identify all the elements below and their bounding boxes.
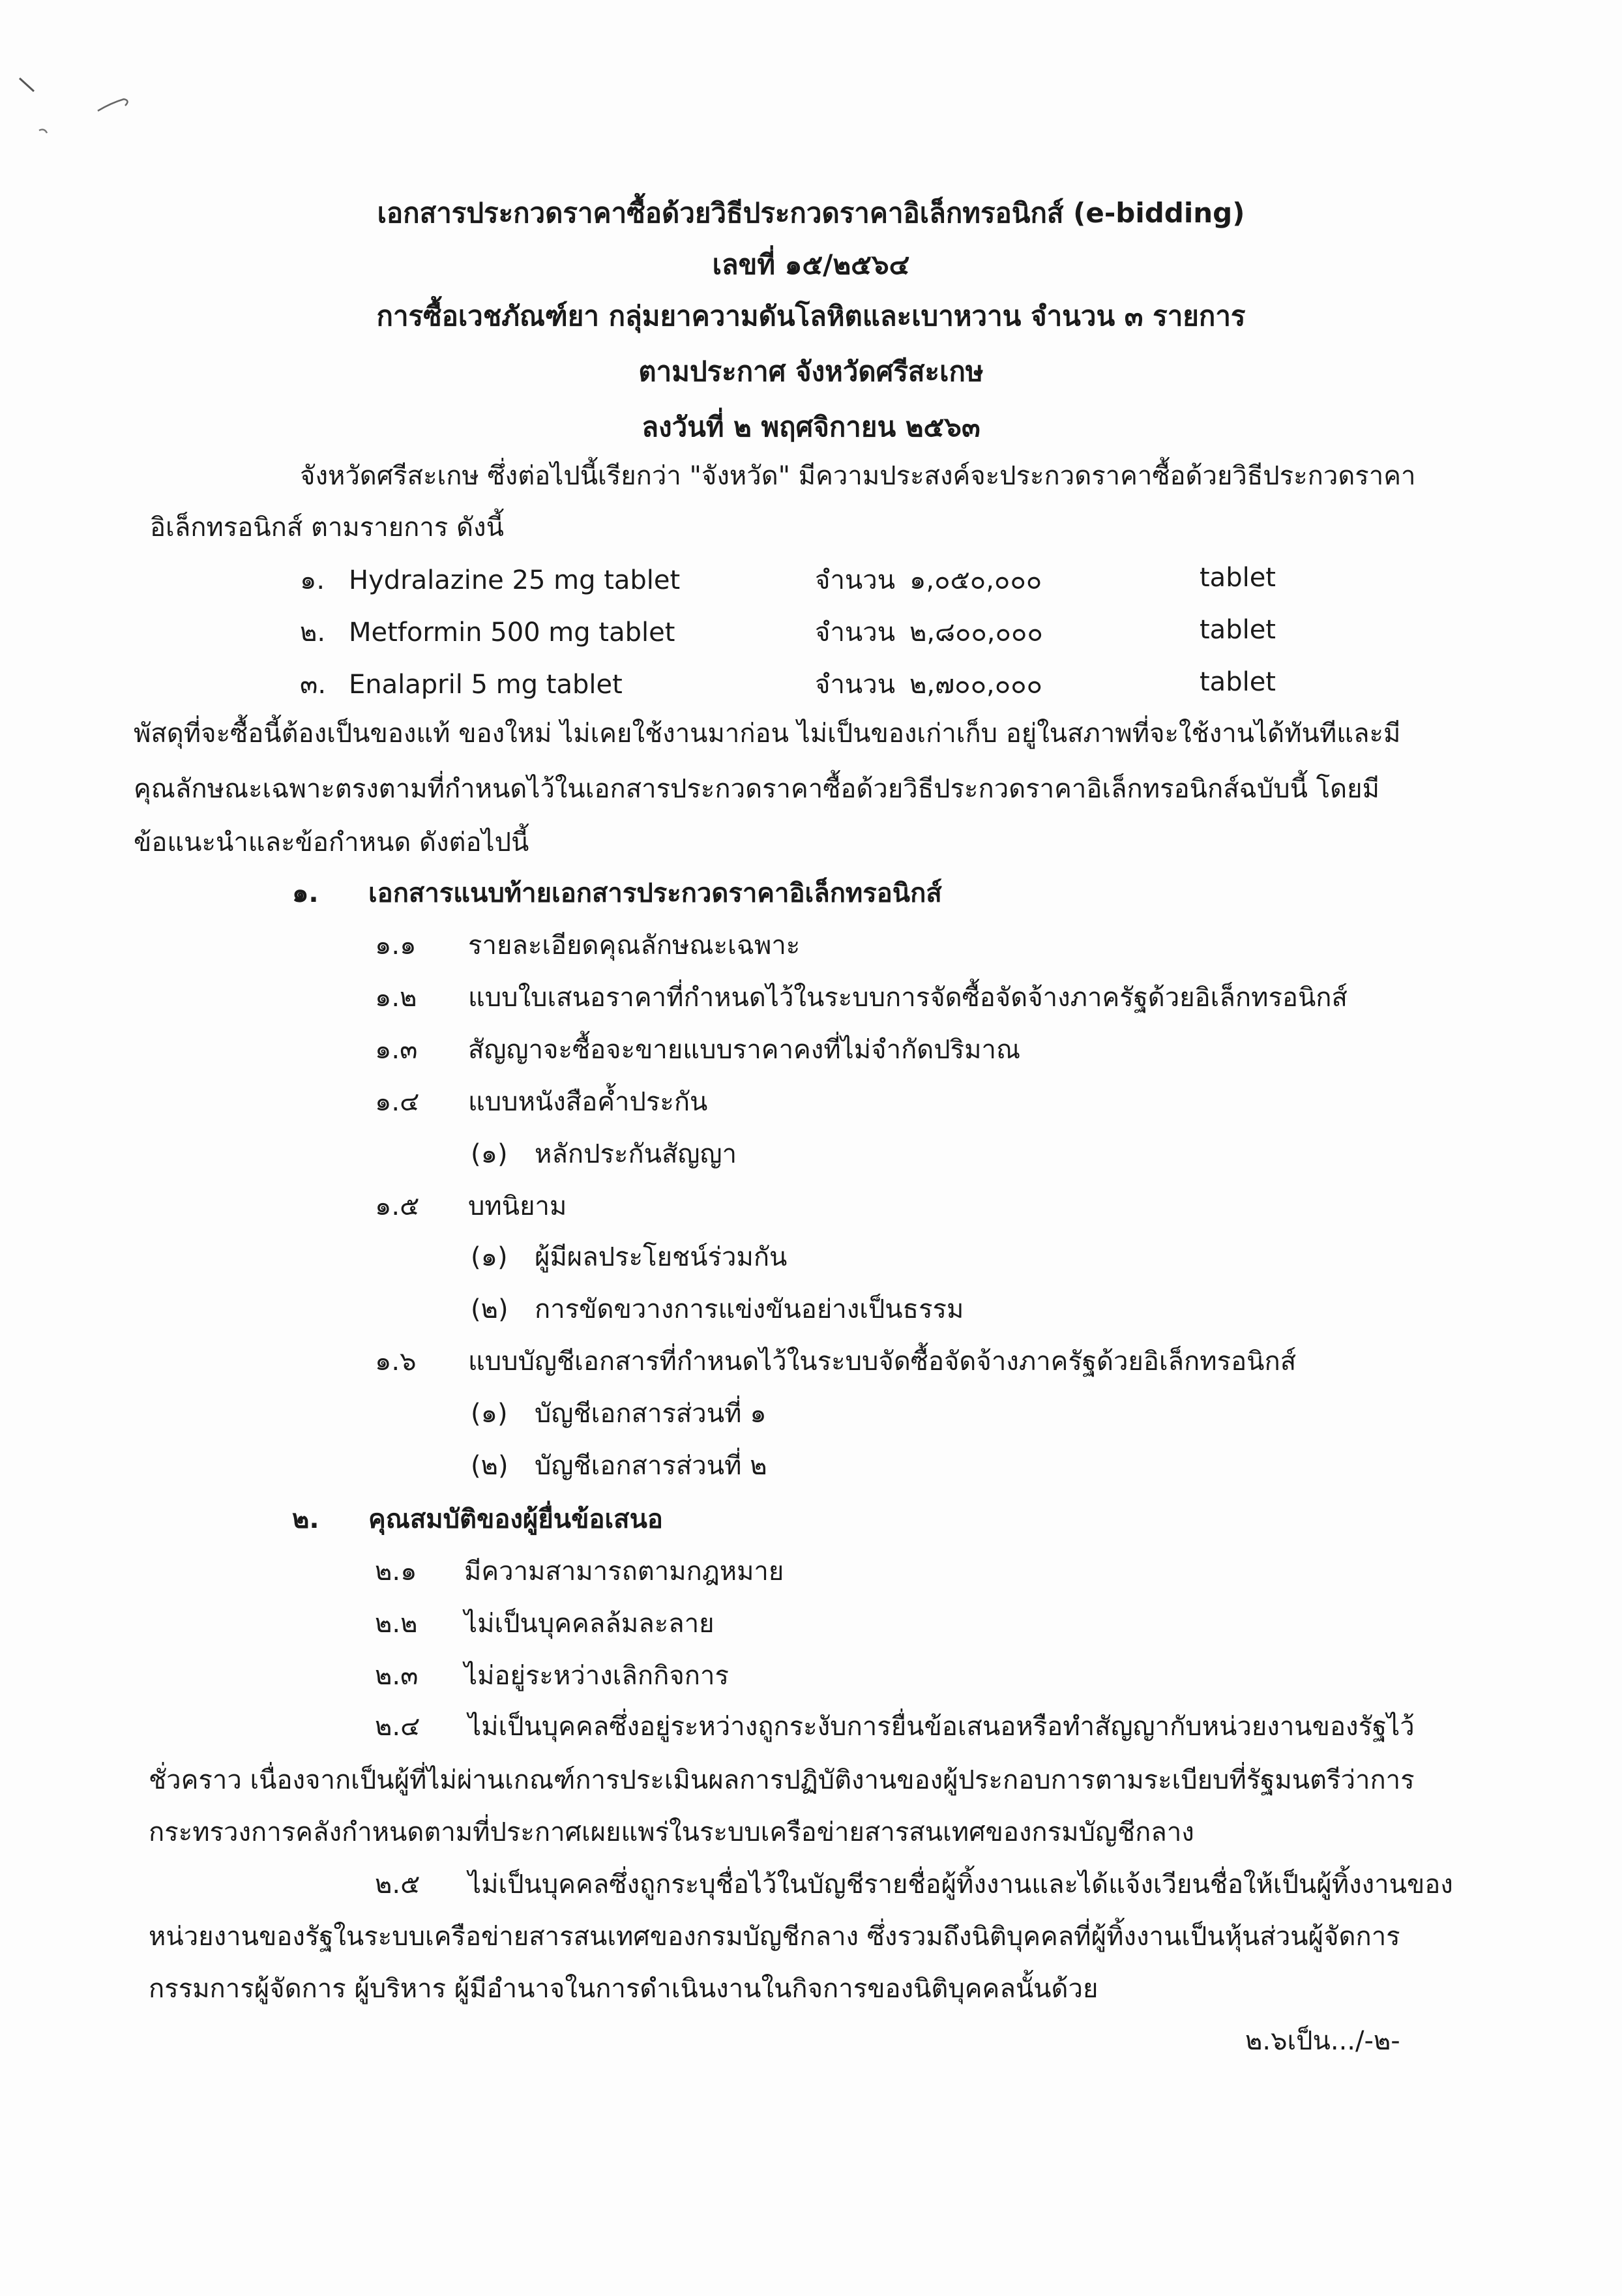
section-1-number: ๑. [292, 878, 319, 908]
item-name: Metformin 500 mg tablet [349, 618, 675, 648]
doc-subject: การซื้อเวชภัณฑ์ยา กลุ่มยาความดันโลหิตและเบาหวาน จำนวน ๓ รายการ [376, 300, 1246, 332]
item-qty: ๒,๗๐๐,๐๐๐ [909, 670, 1042, 700]
intro-line-2: อิเล็กทรอนิกส์ ตามรายการ ดังนี้ [150, 513, 504, 543]
section-1-2-number: ๑.๒ [375, 983, 417, 1013]
section-2-4-line-3: กระทรวงการคลังกำหนดตามที่ประกาศเผยแพร่ในระบบเครือข่ายสารสนเทศของกรมบัญชีกลาง [149, 1817, 1194, 1847]
goods-para-line-3: ข้อแนะนำและข้อกำหนด ดังต่อไปนี้ [134, 827, 529, 857]
section-1-3-number: ๑.๓ [375, 1035, 418, 1065]
doc-date: ลงวันที่ ๒ พฤศจิกายน ๒๕๖๓ [641, 411, 981, 443]
section-1-4-text: แบบหนังสือค้ำประกัน [468, 1087, 708, 1117]
section-2-4-line-2: ชั่วคราว เนื่องจากเป็นผู้ที่ไม่ผ่านเกณฑ์การประเมินผลการปฏิบัติงานของผู้ประกอบการตามระเบียบที่รัฐมนตรีว่าการ [149, 1765, 1415, 1795]
section-2-3-number: ๒.๓ [375, 1661, 419, 1691]
section-2-5-line-3: กรรมการผู้จัดการ ผู้บริหาร ผู้มีอำนาจในการดำเนินงานในกิจการของนิติบุคคลนั้นด้วย [149, 1974, 1099, 2004]
section-2-5-line-2: หน่วยงานของรัฐในระบบเครือข่ายสารสนเทศของกรมบัญชีกลาง ซึ่งรวมถึงนิติบุคคลที่ผู้ทิ้งงานเป็นหุ้นส่วนผู้จัดการ [149, 1922, 1400, 1952]
section-2-3-text: ไม่อยู่ระหว่างเลิกกิจการ [464, 1661, 729, 1691]
section-2-4-line-1: ไม่เป็นบุคคลซึ่งอยู่ระหว่างถูกระงับการยื่นข้อเสนอหรือทำสัญญากับหน่วยงานของรัฐไว้ [468, 1712, 1415, 1742]
section-2-2-text: ไม่เป็นบุคคลล้มละลาย [464, 1609, 715, 1639]
item-qty-label: จำนวน [815, 565, 896, 595]
section-2-5-number: ๒.๕ [375, 1870, 420, 1900]
item-qty: ๒,๘๐๐,๐๐๐ [909, 618, 1043, 648]
section-1-6-text: แบบบัญชีเอกสารที่กำหนดไว้ในระบบจัดซื้อจัดจ้างภาครัฐด้วยอิเล็กทรอนิกส์ [468, 1347, 1297, 1377]
section-1-5-2-text: การขัดขวางการแข่งขันอย่างเป็นธรรม [535, 1294, 964, 1324]
item-qty-label: จำนวน [815, 618, 896, 648]
section-2-number: ๒. [292, 1504, 319, 1534]
item-unit: tablet [1200, 563, 1276, 593]
section-2-1-text: มีความสามารถตามกฎหมาย [464, 1557, 784, 1587]
doc-title: เอกสารประกวดราคาซื้อด้วยวิธีประกวดราคาอิเล็กทรอนิกส์ (e-bidding) [377, 197, 1245, 229]
scan-mark [13, 72, 143, 143]
section-1-2-text: แบบใบเสนอราคาที่กำหนดไว้ในระบบการจัดซื้อจัดจ้างภาครัฐด้วยอิเล็กทรอนิกส์ [468, 983, 1348, 1013]
doc-number: เลขที่ ๑๕/๒๕๖๔ [712, 248, 910, 280]
section-1-3-text: สัญญาจะซื้อจะขายแบบราคาคงที่ไม่จำกัดปริมาณ [468, 1035, 1021, 1065]
section-1-5-number: ๑.๕ [375, 1191, 420, 1221]
section-1-4-number: ๑.๔ [375, 1087, 420, 1117]
goods-para-line-2: คุณลักษณะเฉพาะตรงตามที่กำหนดไว้ในเอกสารประกวดราคาซื้อด้วยวิธีประกวดราคาอิเล็กทรอนิกส์ฉบับนี้ โดยมี [134, 774, 1379, 804]
item-number: ๓. [300, 670, 327, 700]
section-1-4-1-number: (๑) [471, 1139, 508, 1169]
section-2-5-line-1: ไม่เป็นบุคคลซึ่งถูกระบุชื่อไว้ในบัญชีรายชื่อผู้ทิ้งงานและได้แจ้งเวียนชื่อให้เป็นผู้ทิ้งงานของ [468, 1870, 1453, 1900]
item-name: Enalapril 5 mg tablet [349, 670, 623, 700]
doc-announcement: ตามประกาศ จังหวัดศรีสะเกษ [638, 355, 984, 387]
item-name: Hydralazine 25 mg tablet [349, 565, 681, 595]
item-unit: tablet [1200, 667, 1276, 697]
section-1-5-2-number: (๒) [471, 1294, 509, 1324]
section-1-5-text: บทนิยาม [468, 1191, 567, 1221]
section-2-1-number: ๒.๑ [375, 1557, 417, 1587]
section-1-6-1-number: (๑) [471, 1399, 508, 1429]
section-1-6-2-number: (๒) [471, 1451, 509, 1481]
section-2-2-number: ๒.๒ [375, 1609, 418, 1639]
item-number: ๒. [300, 618, 326, 648]
goods-para-line-1: พัสดุที่จะซื้อนี้ต้องเป็นของแท้ ของใหม่ ไม่เคยใช้งานมาก่อน ไม่เป็นของเก่าเก็บ อยู่ในสภาพที่จะใช้งานได้ทันทีและมี [134, 719, 1401, 749]
section-1-title: เอกสารแนบท้ายเอกสารประกวดราคาอิเล็กทรอนิกส์ [368, 878, 942, 908]
section-1-6-2-text: บัญชีเอกสารส่วนที่ ๒ [535, 1451, 767, 1481]
page-continuation: ๒.๖เป็น.../-๒- [1245, 2026, 1400, 2056]
section-1-1-text: รายละเอียดคุณลักษณะเฉพาะ [468, 931, 801, 961]
section-1-4-1-text: หลักประกันสัญญา [535, 1139, 737, 1169]
section-1-6-1-text: บัญชีเอกสารส่วนที่ ๑ [535, 1399, 767, 1429]
section-1-5-1-text: ผู้มีผลประโยชน์ร่วมกัน [535, 1242, 788, 1272]
item-qty-label: จำนวน [815, 670, 896, 700]
section-2-4-number: ๒.๔ [375, 1712, 420, 1742]
item-unit: tablet [1200, 615, 1276, 645]
item-number: ๑. [300, 565, 325, 595]
section-1-5-1-number: (๑) [471, 1242, 508, 1272]
item-qty: ๑,๐๕๐,๐๐๐ [909, 565, 1042, 595]
intro-line-1: จังหวัดศรีสะเกษ ซึ่งต่อไปนี้เรียกว่า "จังหวัด" มีความประสงค์จะประกวดราคาซื้อด้วยวิธีประกวดราคา [300, 461, 1416, 491]
section-2-title: คุณสมบัติของผู้ยื่นข้อเสนอ [368, 1504, 663, 1534]
section-1-6-number: ๑.๖ [375, 1347, 417, 1377]
section-1-1-number: ๑.๑ [375, 931, 417, 961]
